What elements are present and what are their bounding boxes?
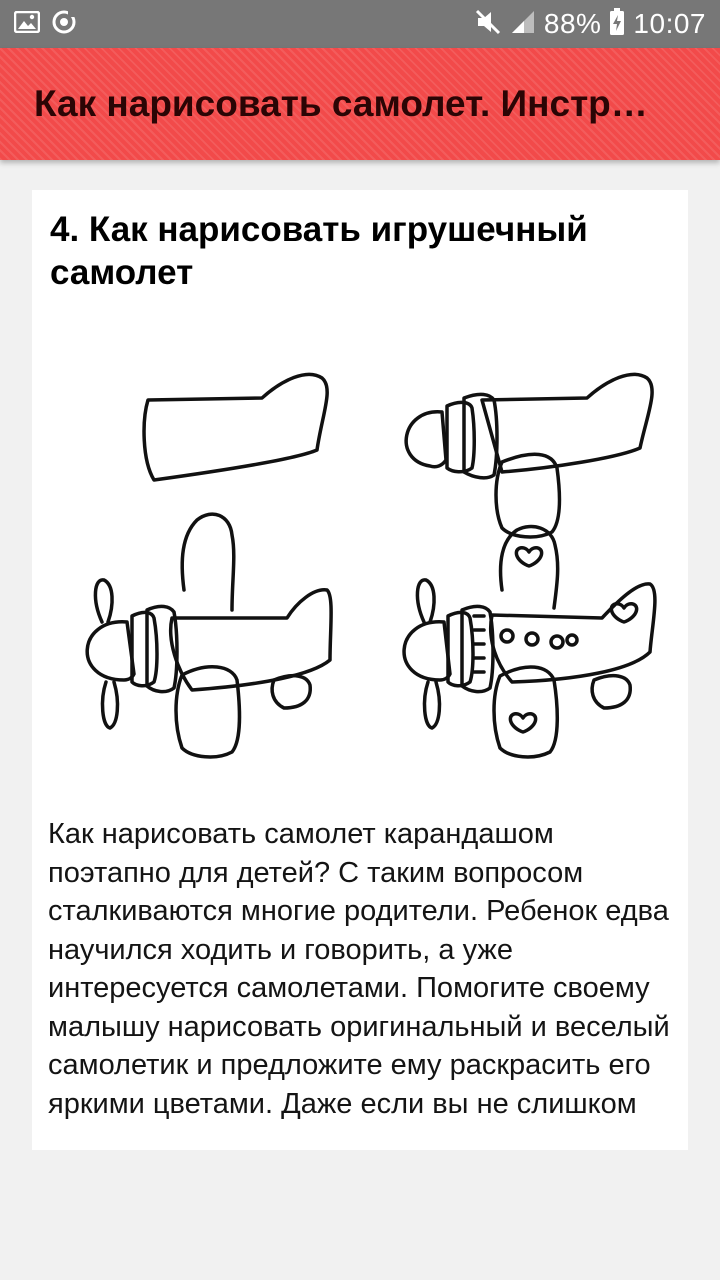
page-title: Как нарисовать самолет. Инстр… [34,83,648,124]
step-4-drawing [404,526,655,756]
step-2-drawing [406,374,652,537]
article-paragraph: Как нарисовать самолет карандашом поэтапно для детей? С таким вопросом сталкиваются многие родители. Ребенок едва научился ходить и говорить, а уже интересуется самолетами. Помогите своему малышу нарисовать оригинальный и веселый самолетик и предложите ему раскрасить его яркими цветами. Даже если вы не слишком [48,818,670,1120]
content-card[interactable] [32,190,688,1150]
clock: 10:07 [633,8,706,39]
signal-icon [510,9,536,40]
gallery-icon [14,11,40,38]
battery-charging-icon [609,8,625,41]
mute-icon [474,8,502,41]
step-1-drawing [144,374,327,480]
status-bar [0,0,720,48]
section-heading: 4. Как нарисовать игрушечный самолет [50,210,588,292]
status-right [474,8,706,41]
sync-icon [50,8,78,41]
status-left [14,8,78,41]
airplane-steps-illustration [32,340,688,810]
step-3-drawing [87,514,331,757]
battery-percent: 88% [543,8,602,39]
app-bar [0,48,720,160]
